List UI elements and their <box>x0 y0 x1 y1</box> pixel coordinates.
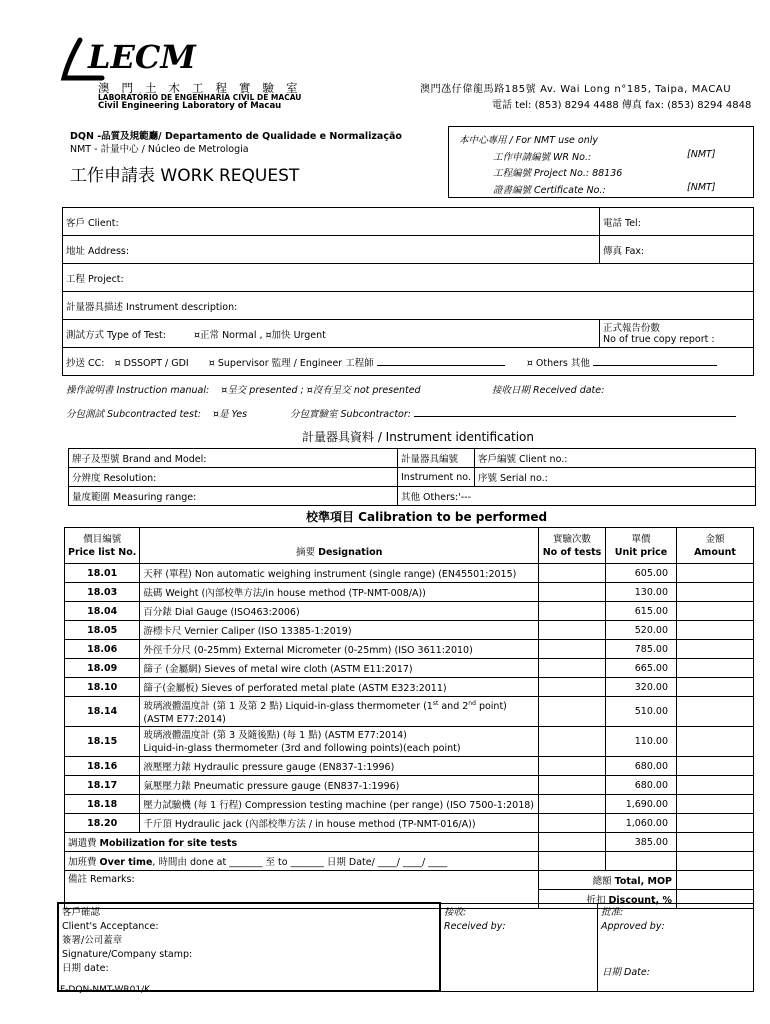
nmt-heading: 本中心專用 / For NMT use only <box>459 135 598 146</box>
lab-name-pt: LABORATÓRIO DE ENGENHARIA CIVIL DE MACAU <box>98 93 302 102</box>
subcontracted-label: 分包測試 Subcontracted test: <box>66 409 201 420</box>
copies-label-en: No of true copy report : <box>603 333 715 345</box>
table-row: 18.14 玻璃液體溫度計 (第 1 及第 2 點) Liquid-in-glass thermometer (1st and 2nd point) (ASTM E77:2014) 510.00 <box>65 697 754 727</box>
table-row: 18.18 壓力試驗機 (每 1 行程) Compression testing machine (per range) (ISO 7500-1:2018) 1,690.00 <box>65 795 754 814</box>
test-type-label: 測試方式 Type of Test: <box>66 329 166 341</box>
col-price-header: 單價 Unit price <box>606 528 677 564</box>
table-row: 18.15 玻璃液體溫度計 (第 3 及隨後點) (每 1 點) (ASTM E77:2014) Liquid-in-glass thermometer (3rd and following points)(each point) 110.00 <box>65 727 754 757</box>
cc-supervisor-checkbox[interactable]: ¤ Supervisor 監理 / Engineer 工程師 <box>208 357 374 369</box>
table-row: 18.04 百分錶 Dial Gauge (ISO463:2006) 615.00 <box>65 602 754 621</box>
cc-others-line[interactable] <box>593 365 717 366</box>
test-type-row: 測試方式 Type of Test: ¤正常 Normal , ¤加快 Urgent <box>63 320 600 348</box>
received-date[interactable]: 接收日期 Received date: <box>492 385 605 396</box>
cc-dssopt-checkbox[interactable]: ¤ DSSOPT / GDI <box>114 357 189 369</box>
cc-row <box>63 348 754 376</box>
subcontractor-row <box>290 406 736 420</box>
project-label: 工程編號 Project No.: 88136 <box>493 168 623 179</box>
inst-code-label: 計量器具編號 <box>398 449 475 468</box>
total-label: 總額 Total, MOP <box>539 871 677 890</box>
not-presented-checkbox[interactable]: ¤沒有呈交 not presented <box>306 385 421 396</box>
instrument-desc-field[interactable]: 計量器具描述 Instrument description: <box>63 292 754 320</box>
total-value[interactable] <box>677 871 754 890</box>
approved-by-box[interactable]: 批准: Approved by: 日期 Date: <box>598 903 754 991</box>
yes-checkbox[interactable]: ¤是 Yes <box>212 409 248 420</box>
cc-supervisor-line[interactable] <box>377 365 505 366</box>
urgent-checkbox[interactable]: ¤加快 Urgent <box>265 329 326 341</box>
col-code-header: 價目編號 Price list No. <box>65 528 140 564</box>
overtime-row: 加班費 Over time, 時間由 done at _______ 至 to _______ 日期 Date/ ____/ ____/ ____ <box>65 852 754 871</box>
subcontract-row <box>66 406 247 420</box>
col-amount-header: 金額 Amount <box>677 528 754 564</box>
approved-date: 日期 Date: <box>602 966 650 978</box>
lecm-logo <box>62 38 196 80</box>
instrument-id-title: 計量器具資料 / Instrument identification <box>302 430 534 444</box>
table-row: 18.16 液壓壓力錶 Hydraulic pressure gauge (EN837-1:1996) 680.00 <box>65 757 754 776</box>
client-field[interactable]: 客戶 Client: <box>63 208 600 236</box>
table-row: 18.05 游標卡尺 Vernier Caliper (ISO 13385-1:2019) 520.00 <box>65 621 754 640</box>
lab-name-en: Civil Engineering Laboratory of Macau <box>98 101 282 111</box>
client-acceptance-box[interactable]: 客戶確認 Client's Acceptance: 簽署/公司蓋章 Signature/Company stamp: 日期 date: <box>58 903 440 991</box>
nmt-use-box <box>448 126 754 198</box>
tel-field[interactable]: 電話 Tel: <box>600 208 754 236</box>
others-field[interactable]: 其他 Others:'--- <box>398 487 756 506</box>
col-tests-header: 實驗次數 No of tests <box>539 528 606 564</box>
total-row <box>65 871 754 890</box>
inst-no-label: Instrument no. <box>398 468 475 487</box>
table-row: 18.09 篩子 (金屬網) Sieves of metal wire cloth (ASTM E11:2017) 665.00 <box>65 659 754 678</box>
client-form <box>62 207 754 376</box>
presented-checkbox[interactable]: ¤呈交 presented ; <box>221 385 304 396</box>
remarks-field[interactable]: 備註 Remarks: <box>65 871 539 909</box>
table-row: 18.17 氣壓壓力錶 Pneumatic pressure gauge (EN837-1:1996) 680.00 <box>65 776 754 795</box>
fax-field[interactable]: 傳真 Fax: <box>600 236 754 264</box>
received-by-box[interactable]: 接收: Received by: <box>440 903 598 991</box>
brand-field[interactable]: 牌子及型號 Brand and Model: <box>69 449 398 468</box>
mobilization-row: 調遣費 Mobilization for site tests 385.00 <box>65 833 754 852</box>
address-field[interactable]: 地址 Address: <box>63 236 600 264</box>
subcontractor-line[interactable] <box>414 416 736 417</box>
cert-label: 證書編號 Certificate No.: <box>493 185 606 196</box>
cc-label: 抄送 CC: <box>66 357 105 369</box>
table-row: 18.10 篩子(金屬板) Sieves of perforated metal plate (ASTM E323:2011) 320.00 <box>65 678 754 697</box>
nmt-line: NMT - 計量中心 / Núcleo de Metrologia <box>70 144 249 155</box>
wr-label: 工作申請編號 WR No.: <box>493 152 592 163</box>
table-row: 18.01 天秤 (單程) Non automatic weighing instrument (single range) (EN45501:2015) 605.00 <box>65 564 754 583</box>
discount-label: 折扣 Discount, % <box>539 890 677 909</box>
serial-field[interactable]: 序號 Serial no.: <box>475 468 756 487</box>
resolution-field[interactable]: 分辨度 Resolution: <box>69 468 398 487</box>
table-row: 18.20 千斤頂 Hydraulic jack (內部校準方法 / in house method (TP-NMT-016/A)) 1,060.00 <box>65 814 754 833</box>
instrument-id-table <box>68 448 756 506</box>
copies-field[interactable] <box>600 320 754 348</box>
wr-value[interactable]: [NMT] <box>687 149 716 160</box>
form-code: F-DQN-NMT-WR01/K <box>60 985 151 995</box>
calibration-title: 校準項目 Calibration to be performed <box>306 510 548 524</box>
lab-name-cn: 澳門土木工程實驗室 <box>98 81 310 95</box>
table-row: 18.03 砝碼 Weight (內部校準方法/in house method (TP-NMT-008/A)) 130.00 <box>65 583 754 602</box>
copies-label-cn: 正式報告份數 <box>603 322 661 334</box>
table-row: 18.06 外徑千分尺 (0-25mm) External Micrometer (0-25mm) (ISO 3611:2010) 785.00 <box>65 640 754 659</box>
calibration-table <box>64 527 754 909</box>
contact: 電話 tel: (853) 8294 4488 傳真 fax: (853) 8294 4848 <box>492 100 752 111</box>
project-field[interactable]: 工程 Project: <box>63 264 754 292</box>
subcontractor-label: 分包實驗室 Subcontractor: <box>290 409 411 420</box>
logo-letters: LECM <box>88 38 196 76</box>
page-title: 工作申請表 WORK REQUEST <box>70 166 300 186</box>
col-desc-header: 摘要 Designation <box>140 528 539 564</box>
signature-table <box>57 902 754 992</box>
cc-others-checkbox[interactable]: ¤ Others 其他 <box>526 357 590 369</box>
client-no-field[interactable]: 客戶編號 Client no.: <box>475 449 756 468</box>
normal-checkbox[interactable]: ¤正常 Normal <box>194 329 257 341</box>
manual-label: 操作說明書 Instruction manual: <box>66 385 210 396</box>
manual-row <box>66 382 421 396</box>
dqn-line: DQN -品質及規範廳/ Departamento de Qualidade e Normalização <box>70 131 402 142</box>
address: 澳門氹仔偉龍馬路185號 Av. Wai Long n°185, Taipa, MACAU <box>420 84 732 95</box>
range-field[interactable]: 量度範圍 Measuring range: <box>69 487 398 506</box>
cert-value[interactable]: [NMT] <box>687 182 716 193</box>
